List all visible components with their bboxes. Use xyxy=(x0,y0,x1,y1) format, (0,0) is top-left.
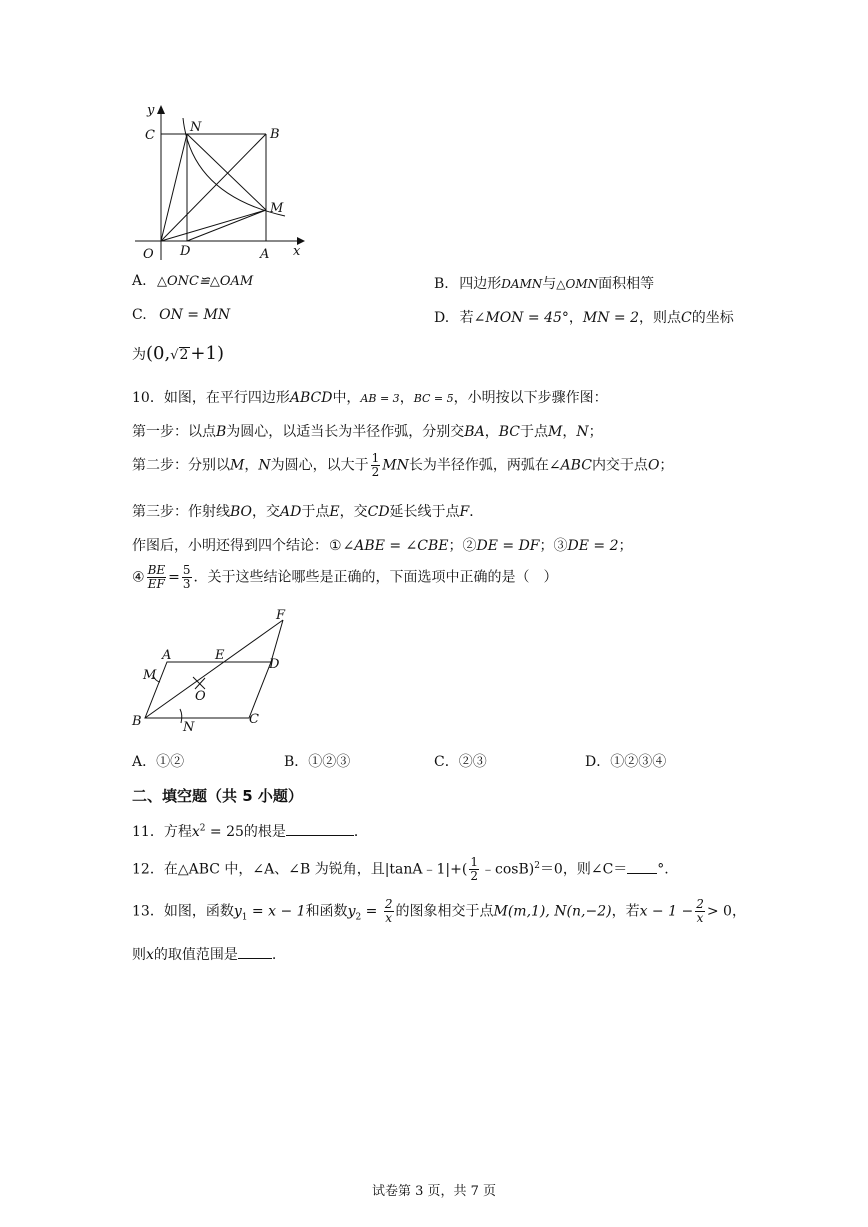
q10-option-a[interactable] xyxy=(132,751,184,771)
q9-option-b-post: 面积相等 xyxy=(598,276,655,292)
q9-label-o: O xyxy=(143,247,154,262)
q10-intro-abcd: ABCD xyxy=(289,390,333,406)
q9-label-y: y xyxy=(147,103,155,118)
q10-intro-mid: 中， xyxy=(332,390,361,406)
q13-fraction xyxy=(384,898,394,925)
q10-step3-bo: BO xyxy=(230,504,253,520)
q11-x: x xyxy=(191,824,200,840)
q10-step3-f: F xyxy=(459,504,470,520)
q10-c2-marker: ② xyxy=(462,538,477,554)
q10-step2-abc: ∠ABC xyxy=(548,457,592,474)
q10-step1-n: N xyxy=(576,424,589,440)
q10-step2-num: 1 xyxy=(371,451,380,465)
q13-inum: 2 xyxy=(696,897,704,911)
q11-exp: 2 xyxy=(199,823,206,834)
q13-y1: y xyxy=(233,903,242,920)
q10-c1-text: ∠ABE = ∠CBE xyxy=(342,538,449,554)
q12-num: 1 xyxy=(470,855,478,869)
q9-label-d: D xyxy=(180,244,191,259)
q10-label-o: O xyxy=(195,689,206,704)
q13-pre: 13．如图，函数 xyxy=(132,903,234,920)
q11 xyxy=(132,821,368,841)
q13-points: M(m,1), N(n,−2) xyxy=(493,903,612,920)
q13-den: x xyxy=(385,911,393,925)
q10-step3-end: ． xyxy=(469,504,484,520)
q10-label-c: C xyxy=(249,712,259,727)
q10-option-b[interactable] xyxy=(284,751,350,771)
q9-option-b-math2: △OMN xyxy=(556,277,599,291)
q9-label-m: M xyxy=(270,201,284,216)
q10-label-m: M xyxy=(143,668,157,683)
q10-step2-post: 内交于点 xyxy=(591,457,648,474)
q11-end: ． xyxy=(353,824,368,840)
q10-step3-pre: 第三步：作射线 xyxy=(132,504,230,520)
q13-ineq2: > 0 xyxy=(706,903,732,920)
q12-answer-blank[interactable] xyxy=(627,873,657,874)
q10-step3-mid2: 于点 xyxy=(301,504,330,520)
q9-option-c-text: ON = MN xyxy=(159,307,231,323)
q10-sep: ， xyxy=(399,390,414,406)
q9-option-b-pre: 四边形 xyxy=(459,276,502,292)
q10-intro xyxy=(132,387,608,407)
q9-option-d-mid1: ， xyxy=(568,310,583,326)
q9-option-a-text: △ONC≌△OAM xyxy=(157,274,254,289)
q10-c4-value xyxy=(182,564,192,591)
q10-step2-end: ； xyxy=(659,457,674,474)
q10-step3-mid: ，交 xyxy=(252,504,281,520)
q13-line2-x: x xyxy=(146,947,154,963)
q10-step3-mid3: ，交 xyxy=(339,504,368,520)
q10-option-c-text: ②③ xyxy=(458,754,487,770)
q10-option-b-letter: B． xyxy=(284,754,309,770)
q9-label-a: A xyxy=(260,247,270,262)
q10-c4-marker: ④ xyxy=(132,569,145,586)
q9-label-n: N xyxy=(190,120,202,135)
q10-concl-pre: 作图后，小明还得到四个结论： xyxy=(132,538,328,554)
q9-figure xyxy=(125,100,315,265)
q10-ab: AB = 3 xyxy=(360,392,400,405)
q9-option-b-math1: DAMN xyxy=(501,277,543,291)
q13-line2-post: 的取值范围是 xyxy=(153,947,238,963)
q13-end: ， xyxy=(731,903,746,920)
q11-post: 的根是 xyxy=(243,824,286,840)
q10-step1-post: 于点 xyxy=(519,424,548,440)
q10-step1-ba: BA xyxy=(464,424,485,440)
q10-intro-pre: 如图，在平行四边形 xyxy=(163,390,290,406)
q10-option-d[interactable] xyxy=(585,751,666,771)
q12-pre: 12．在△ABC 中，∠A、∠B 为锐角，且|tanA﹣1|+( xyxy=(132,861,468,878)
q10-option-c-letter: C． xyxy=(434,754,459,770)
q9-option-c[interactable] xyxy=(132,307,230,323)
q10-c4-post: ．关于这些结论哪些是正确的，下面选项中正确的是（ ） xyxy=(193,569,558,586)
q10-step2-m: M xyxy=(230,457,245,474)
q13 xyxy=(132,898,746,925)
q10-c4-den: EF xyxy=(147,577,165,591)
q9-option-d-mid2: ，则点 xyxy=(639,310,682,326)
q13-iden: x xyxy=(696,911,704,925)
q9-option-a-letter: A. xyxy=(132,273,147,289)
q9-option-d-cont-pre: 为 xyxy=(132,347,146,363)
q9-option-d-continuation: 为(0,√2 +1) xyxy=(132,343,224,364)
q12-end: °. xyxy=(657,861,669,878)
q13-ineq1: x − 1 − xyxy=(639,903,694,920)
q10-step1 xyxy=(132,421,603,441)
q10-label-a: A xyxy=(162,648,172,663)
q10-step2-sep: ， xyxy=(244,457,259,474)
q10-option-d-text: ①②③④ xyxy=(610,754,667,770)
q10-step1-end: ； xyxy=(588,424,603,440)
q10-bc: BC = 5 xyxy=(413,392,454,405)
q10-c2-text: DE = DF xyxy=(476,538,540,554)
q9-label-c: C xyxy=(145,128,155,143)
q9-option-b[interactable] xyxy=(434,273,654,293)
q13-answer-blank[interactable] xyxy=(238,958,272,959)
q9-option-b-mid: 与 xyxy=(542,276,557,292)
q10-step2-pre: 第二步：分别以 xyxy=(132,457,230,474)
q10-step3-cd: CD xyxy=(367,504,390,520)
q10-option-a-text: ①② xyxy=(156,754,185,770)
q10-step3-e: E xyxy=(329,504,340,520)
q9-label-x: x xyxy=(293,244,301,259)
q10-step1-bc: BC xyxy=(498,424,520,440)
q9-label-b: B xyxy=(270,127,280,142)
q11-pre: 11．方程 xyxy=(132,824,192,840)
q9-option-d-math3: C xyxy=(681,310,692,326)
q10-step2-mn: MN xyxy=(382,457,409,474)
q9-option-d-cont-close: +1) xyxy=(190,343,224,364)
q13-s2: 2 xyxy=(355,912,362,923)
q10-step2-n: N xyxy=(258,457,271,474)
q9-option-b-letter: B. xyxy=(434,276,449,292)
q10-c4-num: BE xyxy=(147,563,166,577)
q9-option-d-post: 的坐标 xyxy=(691,310,734,326)
q13-s1: 1 xyxy=(241,912,248,923)
q13-line2 xyxy=(132,944,276,964)
q10-c-sep1: ； xyxy=(448,538,463,554)
q10-step3 xyxy=(132,501,483,521)
q10-step2-mid: 为圆心，以大于 xyxy=(270,457,369,474)
q12-mid: ﹣cosB) xyxy=(480,861,535,878)
q10-label-n: N xyxy=(183,720,195,735)
q13-eq: = xyxy=(361,903,382,920)
q10-c4-vnum: 5 xyxy=(182,563,191,577)
q10-c3-text: DE = 2 xyxy=(567,538,619,554)
q10-c3-marker: ③ xyxy=(553,538,568,554)
q10-label-d: D xyxy=(269,657,280,672)
section-heading-fill-in: 二、填空题（共 5 小题） xyxy=(132,787,303,805)
q13-line2-end: . xyxy=(271,947,277,963)
q11-answer-blank[interactable] xyxy=(286,835,354,836)
q10-step2-den: 2 xyxy=(371,465,380,479)
q13-line2-pre: 则 xyxy=(132,947,146,963)
q9-option-d[interactable] xyxy=(434,307,734,327)
q9-option-c-letter: C. xyxy=(132,307,147,323)
q9-option-d-cont-open: (0, xyxy=(146,343,171,364)
q10-step3-mid4: 延长线于点 xyxy=(389,504,460,520)
q10-label-e: E xyxy=(215,648,225,663)
q12 xyxy=(132,856,669,883)
q9-option-d-math2: MN = 2 xyxy=(582,310,640,326)
q10-step1-mid: 为圆心，以适当长为半径作弧，分别交 xyxy=(226,424,465,440)
q13-ineq-fraction xyxy=(695,898,705,925)
q10-conclusions xyxy=(132,535,633,555)
q10-intro-post: ，小明按以下步骤作图： xyxy=(453,390,608,406)
q10-step2-mid2: 长为半径作弧，两弧在 xyxy=(408,457,549,474)
q12-post: ＝0，则∠C＝ xyxy=(539,861,628,878)
q13-f1: = x − 1 xyxy=(247,903,306,920)
q9-option-d-cont-root: 2 xyxy=(179,347,189,363)
q9-option-d-pre: 若 xyxy=(459,310,474,326)
q10-option-b-text: ①②③ xyxy=(308,754,351,770)
q13-num: 2 xyxy=(384,897,393,911)
q10-c4-vden: 3 xyxy=(182,577,191,591)
q10-step1-sep2: ， xyxy=(562,424,577,440)
q10-step1-b: B xyxy=(216,424,227,440)
q10-c-sep2: ； xyxy=(539,538,554,554)
q10-step2 xyxy=(132,452,673,479)
q10-number: 10． xyxy=(132,390,164,406)
q9-option-a[interactable] xyxy=(132,273,253,289)
q10-step1-m: M xyxy=(547,424,563,440)
q10-step2-o: O xyxy=(647,457,660,474)
q10-figure xyxy=(125,605,300,735)
q9-option-d-math1: ∠MON = 45° xyxy=(473,310,569,326)
q13-mid2: 的图象相交于点 xyxy=(395,903,494,920)
q10-label-f: F xyxy=(276,608,286,623)
q10-option-a-letter: A． xyxy=(132,754,157,770)
q10-step1-pre: 第一步：以点 xyxy=(132,424,216,440)
q10-step1-sep: ， xyxy=(484,424,499,440)
q10-option-d-letter: D． xyxy=(585,754,611,770)
q12-exp: 2 xyxy=(534,860,540,871)
page-footer: 试卷第 3 页，共 7 页 xyxy=(371,1184,497,1199)
q13-y2: y xyxy=(347,903,356,920)
q13-mid: 和函数 xyxy=(305,903,348,920)
q11-eq: = 25 xyxy=(205,824,244,840)
q10-conclusion-4 xyxy=(132,564,558,591)
q10-c1-marker: ① xyxy=(329,538,342,554)
q9-option-d-letter: D. xyxy=(434,310,450,326)
q10-c-end: ； xyxy=(618,538,633,554)
q10-option-c[interactable] xyxy=(434,751,487,771)
q10-step3-ad: AD xyxy=(280,504,302,520)
q10-step2-fraction xyxy=(371,452,381,479)
q12-fraction xyxy=(469,856,479,883)
q10-label-b: B xyxy=(132,714,142,729)
q10-c4-eq: = xyxy=(168,569,180,586)
q12-den: 2 xyxy=(470,869,478,883)
q10-c4-fraction xyxy=(147,564,167,591)
q13-mid3: ，若 xyxy=(611,903,640,920)
